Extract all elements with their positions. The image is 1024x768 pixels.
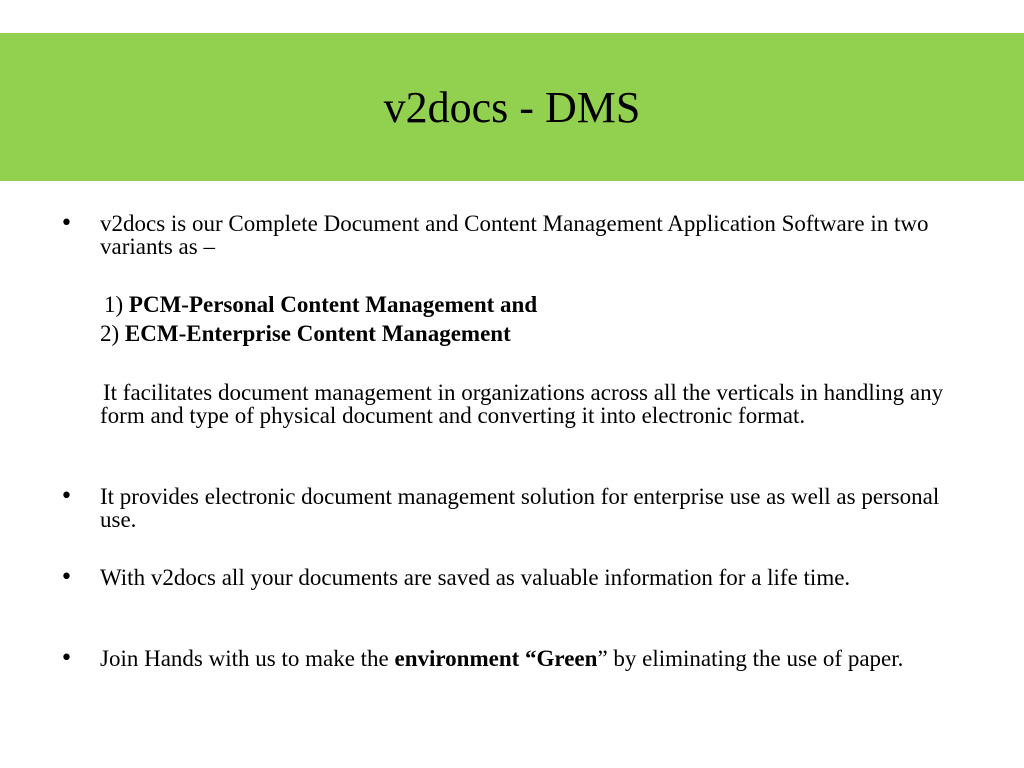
slide-title: v2docs - DMS <box>383 83 641 132</box>
bullet-4-pre: Join Hands with us to make the <box>100 646 395 671</box>
variant-item-2 <box>100 319 511 348</box>
facilitates-paragraph: It facilitates document management in organizations across all the verticals in handling any form and type of physical document and converting it into electronic format. <box>100 380 944 428</box>
bullet-marker: • <box>60 565 73 590</box>
bullet-3-text: With v2docs all your documents are saved as valuable information for a life time. <box>100 565 851 590</box>
bullet-marker: • <box>60 484 73 509</box>
bullet-1-text: v2docs is our Complete Document and Content Management Application Software in two variants as – <box>100 211 929 259</box>
variant-1-number: 1) <box>104 292 129 317</box>
bullet-2-text: It provides electronic document management solution for enterprise use as well as personal use. <box>100 484 940 532</box>
bullet-marker: • <box>60 646 73 671</box>
bullet-4-bold: environment “Green <box>394 646 598 671</box>
variant-2-number: 2) <box>100 321 125 346</box>
variant-item-1 <box>104 290 537 319</box>
bullet-4-post: ” by eliminating the use of paper. <box>597 646 904 671</box>
bullet-marker: • <box>60 211 73 236</box>
variant-2-label: ECM-Enterprise Content Management <box>124 321 511 346</box>
variant-1-label: PCM-Personal Content Management and <box>128 292 538 317</box>
bullet-4-text <box>100 647 970 670</box>
